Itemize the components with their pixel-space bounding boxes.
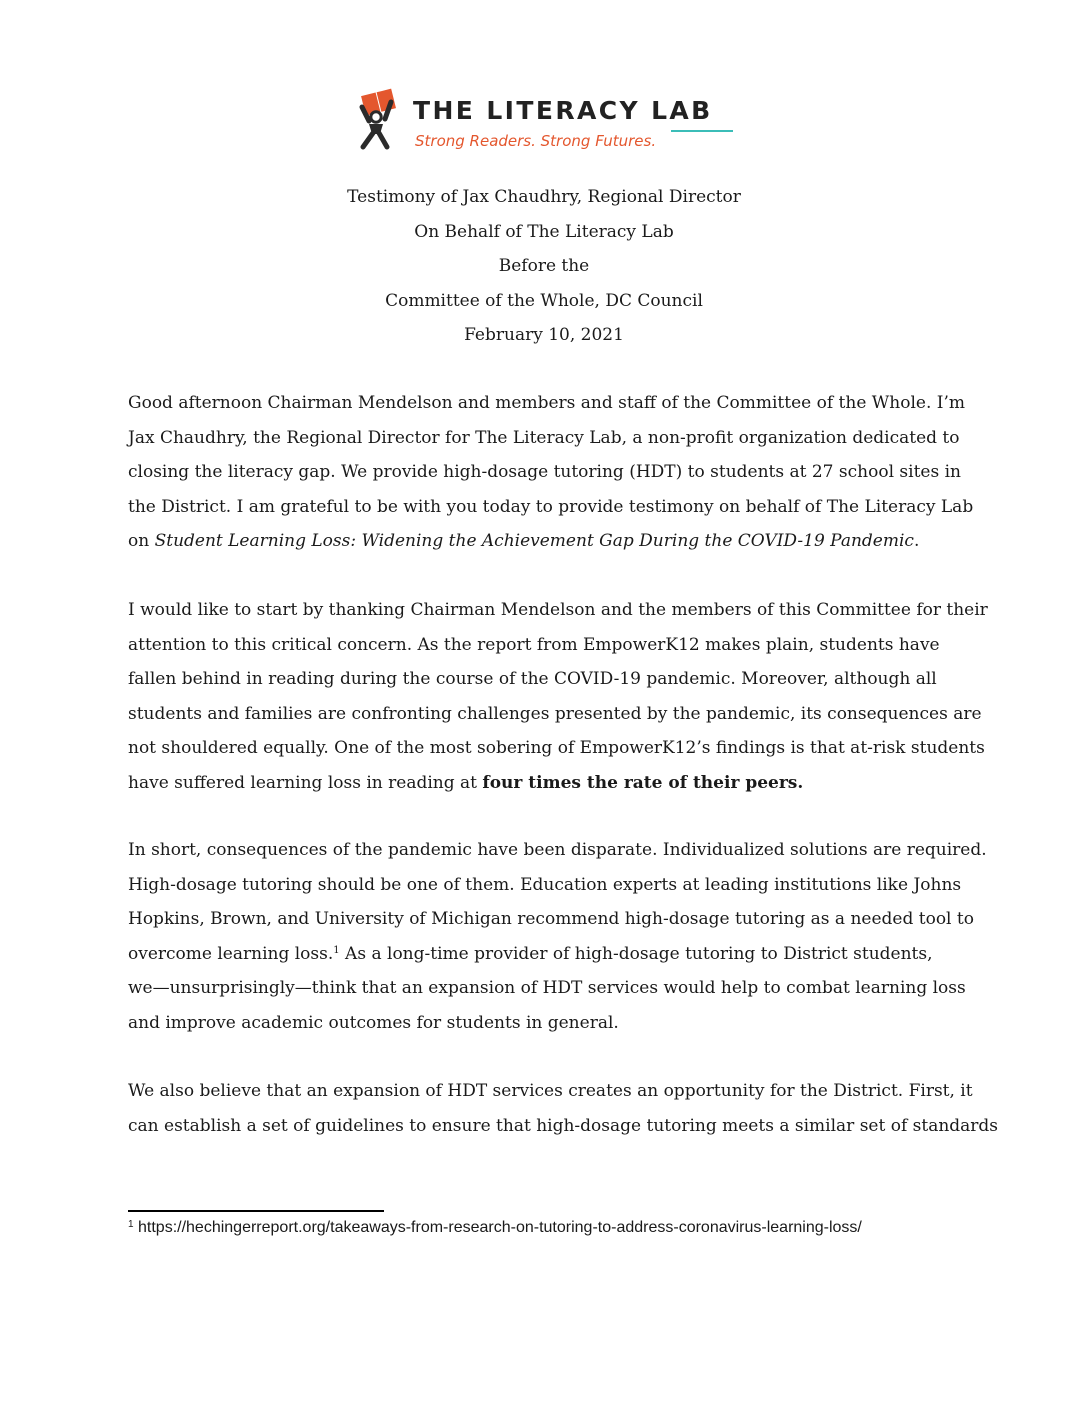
text-run: on <box>128 531 155 552</box>
footnote-reference[interactable]: 1 <box>333 944 340 956</box>
footnote-marker: 1 <box>128 1219 134 1230</box>
text-line: we—unsurprisingly—think that an expansion of HDT services would help to combat learning loss <box>128 978 966 999</box>
heading-line-1: Testimony of Jax Chaudhry, Regional Director <box>347 187 741 207</box>
text-line: Good afternoon Chairman Mendelson and members and staff of the Committee of the Whole. I’m <box>128 393 965 413</box>
text-line: students and families are confronting challenges presented by the pandemic, its consequences are <box>128 703 982 724</box>
text-line: fallen behind in reading during the course of the COVID-19 pandemic. Moreover, although all <box>128 669 937 690</box>
text-run: . <box>913 531 920 552</box>
footnote-separator <box>128 1210 384 1212</box>
testimony-heading <box>0 180 1088 353</box>
heading-line-2: On Behalf of The Literacy Lab <box>414 221 674 242</box>
text-line: Hopkins, Brown, and University of Michigan recommend high-dosage tutoring as a needed tool to <box>128 909 974 930</box>
text-run: As a long-time provider of high-dosage tutoring to District students, <box>339 943 933 964</box>
text-line: High-dosage tutoring should be one of them. Education experts at leading institutions like Johns <box>128 874 962 895</box>
heading-line-3: Before the <box>498 256 590 277</box>
paragraph-findings <box>128 593 988 801</box>
text-line <box>128 524 960 559</box>
text-line: and improve academic outcomes for students in general. <box>128 1012 619 1033</box>
logo-tagline: Strong Readers. Strong Futures. <box>415 132 657 150</box>
emphasis-text: four times the rate of their peers. <box>482 772 804 793</box>
logo-name: THE LITERACY LAB <box>413 96 713 125</box>
text-line: In short, consequences of the pandemic have been disparate. Individualized solutions are required. <box>128 840 987 860</box>
text-line <box>128 937 960 972</box>
text-line: not shouldered equally. One of the most sobering of EmpowerK12’s findings is that at-risk students <box>128 738 985 759</box>
footnote-link[interactable]: https://hechingerreport.org/takeaways-from-research-on-tutoring-to-address-coronavirus-learning-loss/ <box>133 1219 862 1236</box>
text-line: attention to this critical concern. As the report from EmpowerK12 makes plain, students have <box>128 634 940 655</box>
paragraph-solutions <box>128 833 987 1041</box>
paragraph-opportunity <box>128 1074 999 1143</box>
text-line: the District. I am grateful to be with you today to provide testimony on behalf of The Literacy Lab <box>128 496 974 517</box>
text-line <box>128 766 960 801</box>
text-line: closing the literacy gap. We provide high-dosage tutoring (HDT) to students at 27 school sites in <box>128 462 961 483</box>
heading-line-4: Committee of the Whole, DC Council <box>385 290 703 311</box>
text-run: have suffered learning loss in reading at <box>128 772 483 793</box>
text-line: We also believe that an expansion of HDT services creates an opportunity for the District. First, it <box>128 1081 973 1101</box>
logo-accent-underline <box>671 130 733 132</box>
text-line: I would like to start by thanking Chairman Mendelson and the members of this Committee for their <box>128 600 988 620</box>
heading-date: February 10, 2021 <box>464 325 624 346</box>
literacy-lab-logo <box>355 88 745 154</box>
reader-with-book-icon <box>355 88 401 150</box>
text-line: can establish a set of guidelines to ensure that high-dosage tutoring meets a similar set of standards <box>128 1115 999 1136</box>
footnote <box>128 1219 862 1237</box>
text-line: Jax Chaudhry, the Regional Director for The Literacy Lab, a non-profit organization dedicated to <box>128 427 960 448</box>
paragraph-introduction <box>128 386 974 559</box>
text-run: overcome learning loss. <box>128 943 334 964</box>
hearing-title: Student Learning Loss: Widening the Achievement Gap During the COVID-19 Pandemic <box>154 531 914 552</box>
